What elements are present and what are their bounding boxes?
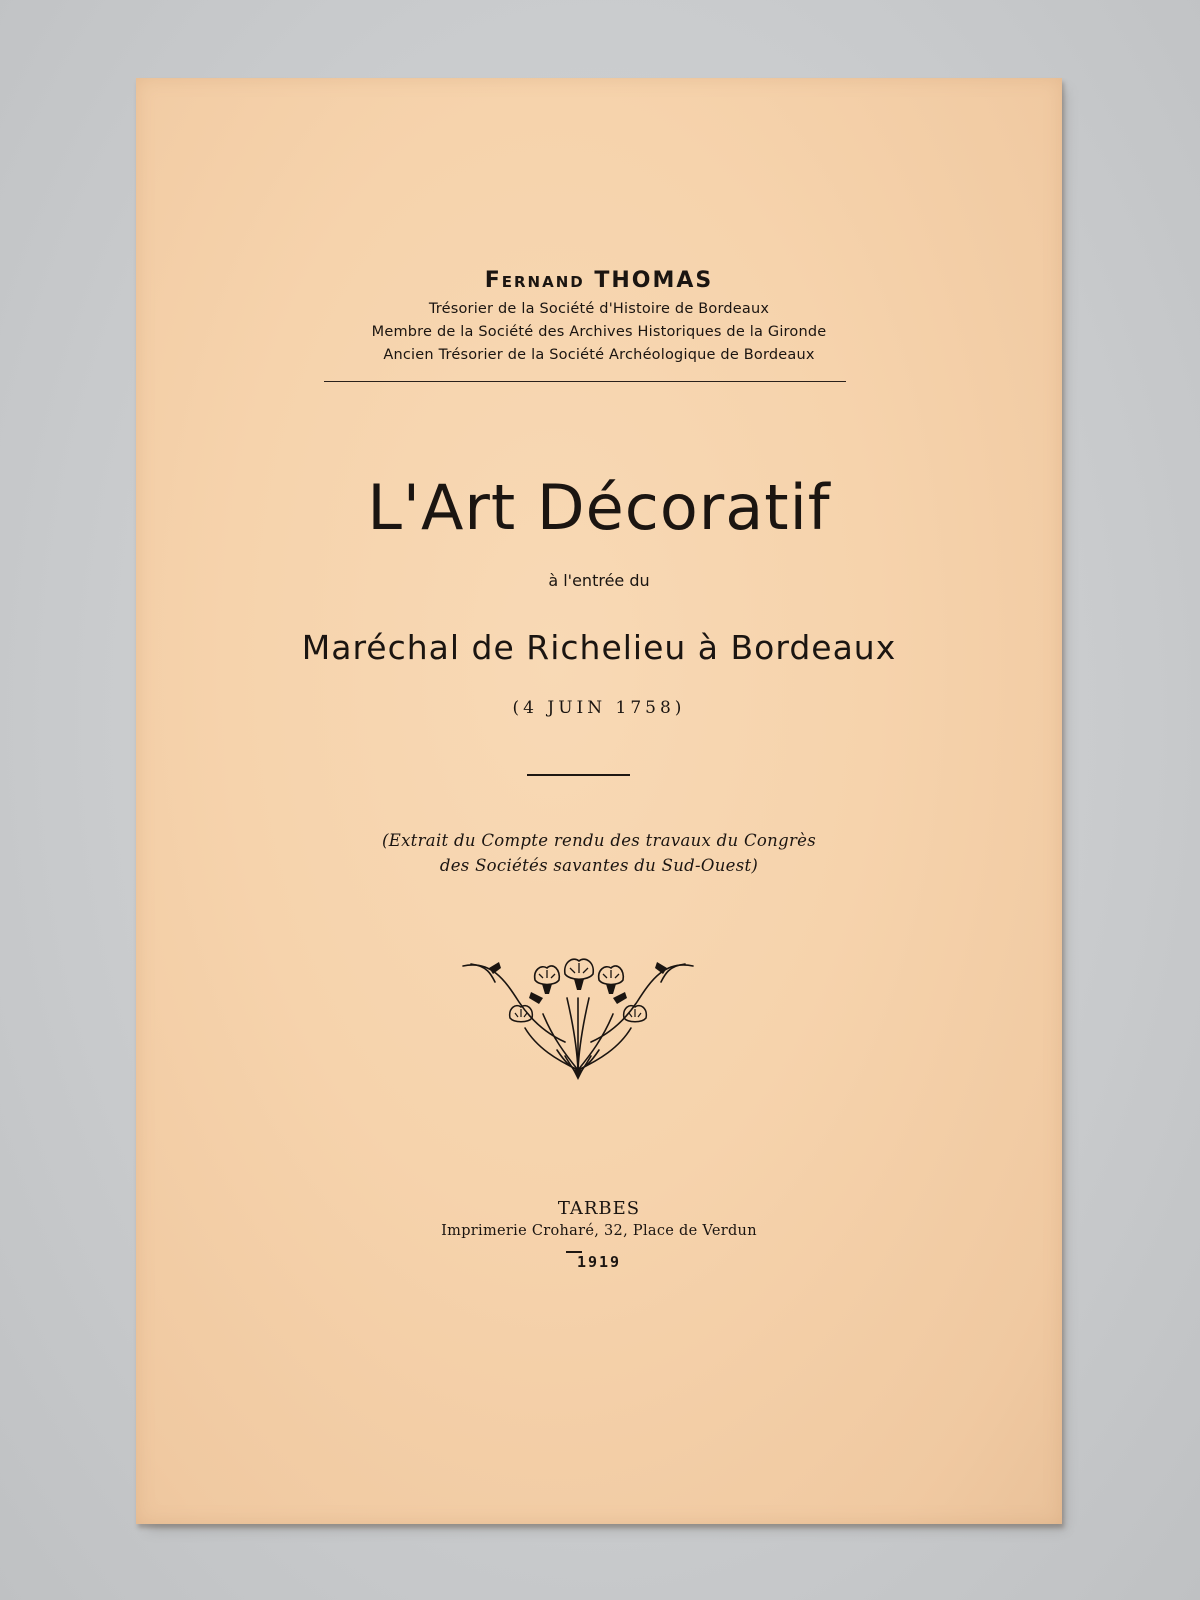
author-affiliation-1: Trésorier de la Société d'Histoire de Bordeaux bbox=[428, 301, 770, 317]
extract-note-line-2: des Sociétés savantes du Sud-Ouest) bbox=[439, 856, 759, 875]
subtitle: à l'entrée du bbox=[548, 571, 650, 590]
imprint-city: TARBES bbox=[557, 1198, 641, 1219]
main-title: L'Art Décoratif bbox=[367, 471, 831, 544]
imprint-printer: Imprimerie Croharé, 32, Place de Verdun bbox=[441, 1223, 757, 1239]
extract-note-line-1: (Extrait du Compte rendu des travaux du Congrès bbox=[382, 831, 816, 850]
imprint-year: 1919 bbox=[576, 1253, 622, 1271]
booklet-cover bbox=[136, 78, 1062, 1524]
author-name bbox=[136, 268, 1062, 293]
author-last-name: THOMAS bbox=[594, 268, 714, 293]
title-line-2: Maréchal de Richelieu à Bordeaux bbox=[301, 628, 897, 667]
header-divider bbox=[324, 381, 846, 382]
author-affiliation-3: Ancien Trésorier de la Société Archéologique de Bordeaux bbox=[383, 347, 815, 363]
author-first-name: Fernand bbox=[484, 268, 585, 293]
short-divider bbox=[527, 774, 630, 776]
event-date: (4 JUIN 1758) bbox=[512, 698, 686, 718]
floral-ornament-icon bbox=[461, 958, 695, 1080]
author-affiliation-2: Membre de la Société des Archives Historiques de la Gironde bbox=[371, 324, 827, 340]
